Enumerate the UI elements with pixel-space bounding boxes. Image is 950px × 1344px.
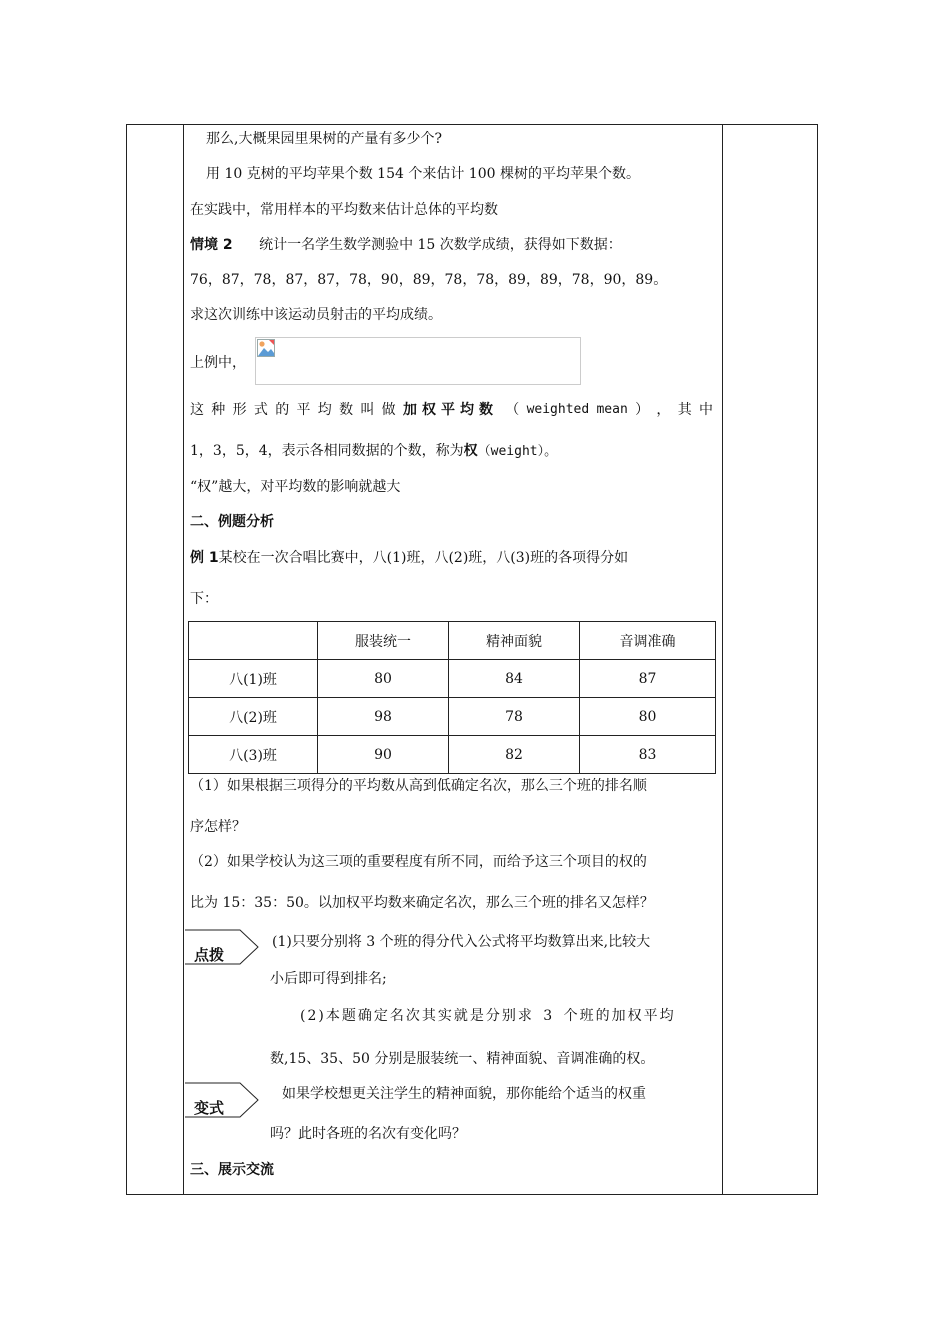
word: 中 — [698, 402, 713, 418]
table-cell: 98 — [318, 698, 449, 736]
tip-1-cont: 小后即可得到排名; — [270, 971, 387, 987]
example-1-text: 某校在一次合唱比赛中，八(1)班，八(2)班，八(3)班的各项得分如 — [218, 550, 629, 566]
score-table — [188, 621, 716, 774]
table-cell: 八(1)班 — [189, 660, 318, 698]
data-values-line: 76，87，78，87，87，78，90，89，78，78，89，89，78，90，89。 — [190, 272, 668, 288]
weight-definition-line — [190, 441, 557, 462]
scenario-2-label: 情境 2 — [190, 237, 233, 253]
tip-2-line: (2)本题确定名次其实就是分别求 3 个班的加权平均 — [300, 1008, 676, 1024]
tip-label: 点拨 — [194, 946, 225, 964]
table-header-cell — [189, 622, 318, 660]
table-cell: 84 — [449, 660, 580, 698]
tip-label-badge — [184, 929, 260, 965]
question-2-cont: 比为 15：35：50。以加权平均数来确定名次，那么三个班的排名又怎样？ — [190, 895, 654, 911]
broken-image-icon — [257, 339, 275, 357]
word: 种 — [211, 402, 226, 418]
scenario-2-text: 统计一名学生数学测验中 15 次数学成绩，获得如下数据： — [259, 237, 622, 253]
table-cell: 87 — [580, 660, 716, 698]
table-cell: 83 — [580, 736, 716, 774]
word: 这 — [190, 402, 204, 418]
word: 其 — [677, 402, 692, 418]
table-cell: 80 — [580, 698, 716, 736]
table-cell: 90 — [318, 736, 449, 774]
text-line: 用 10 克树的平均苹果个数 154 个来估计 100 棵树的平均苹果个数。 — [206, 166, 640, 182]
text-line: 下： — [190, 591, 218, 607]
word: ） — [635, 402, 650, 418]
question-1-cont: 序怎样？ — [190, 819, 246, 835]
weight-definition-text: 1，3，5，4，表示各相同数据的个数，称为 — [190, 443, 464, 459]
table-header-cell: 精神面貌 — [449, 622, 580, 660]
word: mean — [596, 402, 628, 417]
word: （ — [505, 402, 520, 418]
word: 形 — [232, 402, 247, 418]
example-1-label: 例 1 — [190, 550, 219, 566]
word: 数 — [339, 402, 354, 418]
section-heading: 二、例题分析 — [190, 514, 274, 530]
table-cell: 八(3)班 — [189, 736, 318, 774]
word: 平 — [296, 402, 311, 418]
variant-label: 变式 — [194, 1099, 225, 1117]
column-divider-left — [183, 125, 184, 1194]
weighted-mean-line — [190, 400, 713, 420]
formula-image-placeholder — [255, 337, 581, 385]
word: 的 — [275, 402, 290, 418]
table-row — [189, 660, 716, 698]
table-cell: 80 — [318, 660, 449, 698]
text-line: 上例中， — [190, 355, 246, 371]
variant-label-badge — [184, 1082, 260, 1118]
example-1-line — [190, 548, 628, 568]
weight-english: （weight）。 — [477, 444, 558, 459]
table-row — [189, 698, 716, 736]
word: ， — [656, 402, 671, 418]
table-row — [189, 736, 716, 774]
word: 做 — [381, 402, 396, 418]
word: 均 — [317, 402, 332, 418]
table-header-row — [189, 622, 716, 660]
tip-2-cont: 数,15、35、50 分别是服装统一、精神面貌、音调准确的权。 — [270, 1051, 655, 1067]
word: weighted — [526, 402, 590, 417]
text-line: 那么,大概果园里果树的产量有多少个? — [206, 131, 442, 147]
text-line: “权”越大，对平均数的影响就越大 — [190, 479, 401, 495]
column-divider-right — [722, 125, 723, 1194]
word: 式 — [253, 402, 268, 418]
weighted-mean-term: 加权平均数 — [402, 402, 498, 418]
table-cell: 八(2)班 — [189, 698, 318, 736]
variant-cont: 吗？此时各班的名次有变化吗？ — [270, 1126, 466, 1142]
scenario-2-line — [190, 235, 622, 255]
word: 叫 — [360, 402, 375, 418]
question-1-line: （1）如果根据三项得分的平均数从高到低确定名次，那么三个班的排名顺 — [190, 778, 647, 794]
table-header-cell: 服装统一 — [318, 622, 449, 660]
text-line: 在实践中，常用样本的平均数来估计总体的平均数 — [190, 202, 498, 218]
table-cell: 78 — [449, 698, 580, 736]
section-heading: 三、展示交流 — [190, 1162, 274, 1178]
tip-1-line: (1)只要分别将 3 个班的得分代入公式将平均数算出来,比较大 — [272, 934, 651, 950]
table-header-cell: 音调准确 — [580, 622, 716, 660]
text-line: 求这次训练中该运动员射击的平均成绩。 — [190, 307, 442, 323]
question-2-line: （2）如果学校认为这三项的重要程度有所不同，而给予这三个项目的权的 — [190, 854, 647, 870]
weight-term: 权 — [463, 443, 478, 459]
table-cell: 82 — [449, 736, 580, 774]
variant-line: 如果学校想更关注学生的精神面貌，那你能给个适当的权重 — [282, 1086, 646, 1102]
